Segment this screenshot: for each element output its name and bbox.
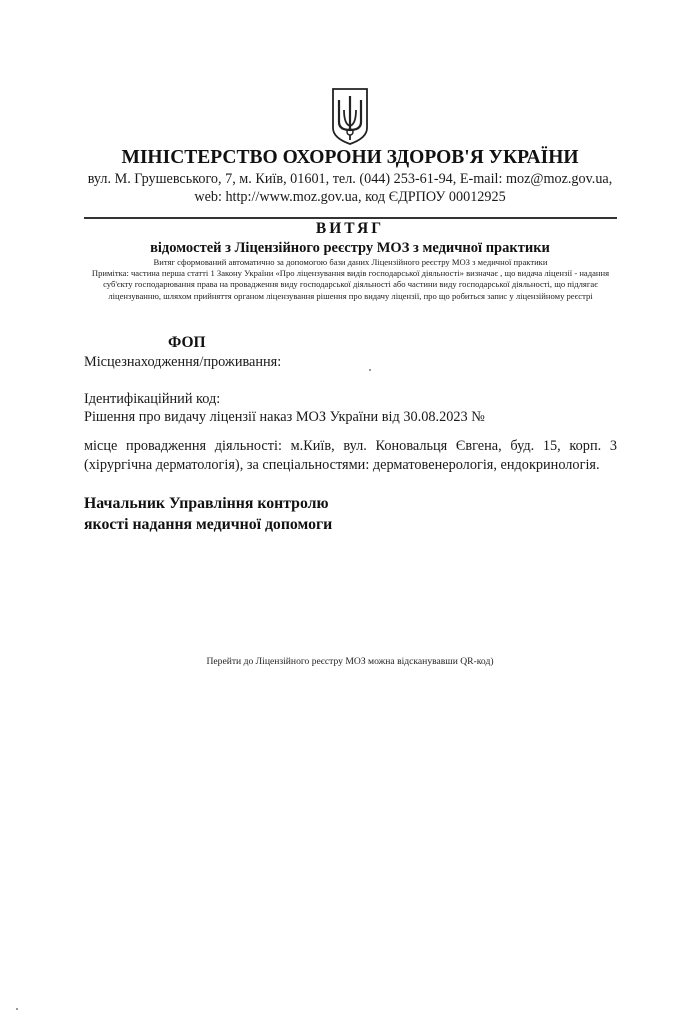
document-subtitle: відомостей з Ліцензійного реєстру МОЗ з медичної практики — [150, 240, 550, 256]
ministry-address: вул. М. Грушевського, 7, м. Київ, 01601, тел. (044) 253-61-94, E-mail: moz@moz.gov.ua, — [87, 171, 613, 187]
header-divider — [84, 217, 617, 219]
license-decision: Рішення про видачу ліцензії наказ МОЗ України від 30.08.2023 № — [84, 409, 485, 425]
id-code-label: Ідентифікаційний код: — [84, 391, 221, 407]
signatory-position-line2: якості надання медичної допомоги — [84, 516, 333, 533]
entity-type: ФОП — [168, 334, 206, 351]
legal-remark: Примітка: частина перша статті 1 Закону України «Про ліцензування видів господарської діяльності» визначає , що видача ліцензії - надання суб'єкту господарювання права на провадження виду господарської діяльності або частини виду господарської діяльності, що підлягає ліцензуванню, шляхом прийняття органом ліцензування рішення про видачу ліцензії, про що робиться запис у ліцензійному реєстрі — [91, 268, 610, 301]
auto-generated-note: Витяг сформований автоматично за допомогою бази даних Ліцензійного реєстру МОЗ з медичної практики — [153, 257, 548, 267]
signatory-position — [84, 493, 332, 535]
trident-emblem-icon — [330, 86, 370, 146]
ministry-name: МІНІСТЕРСТВО ОХОРОНИ ЗДОРОВ'Я УКРАЇНИ — [121, 147, 579, 168]
scan-artifact — [369, 369, 371, 371]
scan-artifact — [16, 1008, 18, 1010]
qr-code-note: Перейти до Ліцензійного реєстру МОЗ можна відсканувавши QR-код) — [206, 656, 494, 667]
document-title: ВИТЯГ — [315, 220, 385, 237]
signatory-position-line1: Начальник Управління контролю — [84, 495, 329, 512]
location-label: Місцезнаходження/проживання: — [84, 354, 282, 370]
place-of-activity: місце провадження діяльності: м.Київ, вул. Коновальця Євгена, буд. 15, корп. 3 (хірургічна дерматологія), за спеціальностями: дерматовенерологія, ендокринологія. — [84, 438, 617, 473]
ministry-web-code: web: http://www.moz.gov.ua, код ЄДРПОУ 00012925 — [194, 189, 506, 205]
